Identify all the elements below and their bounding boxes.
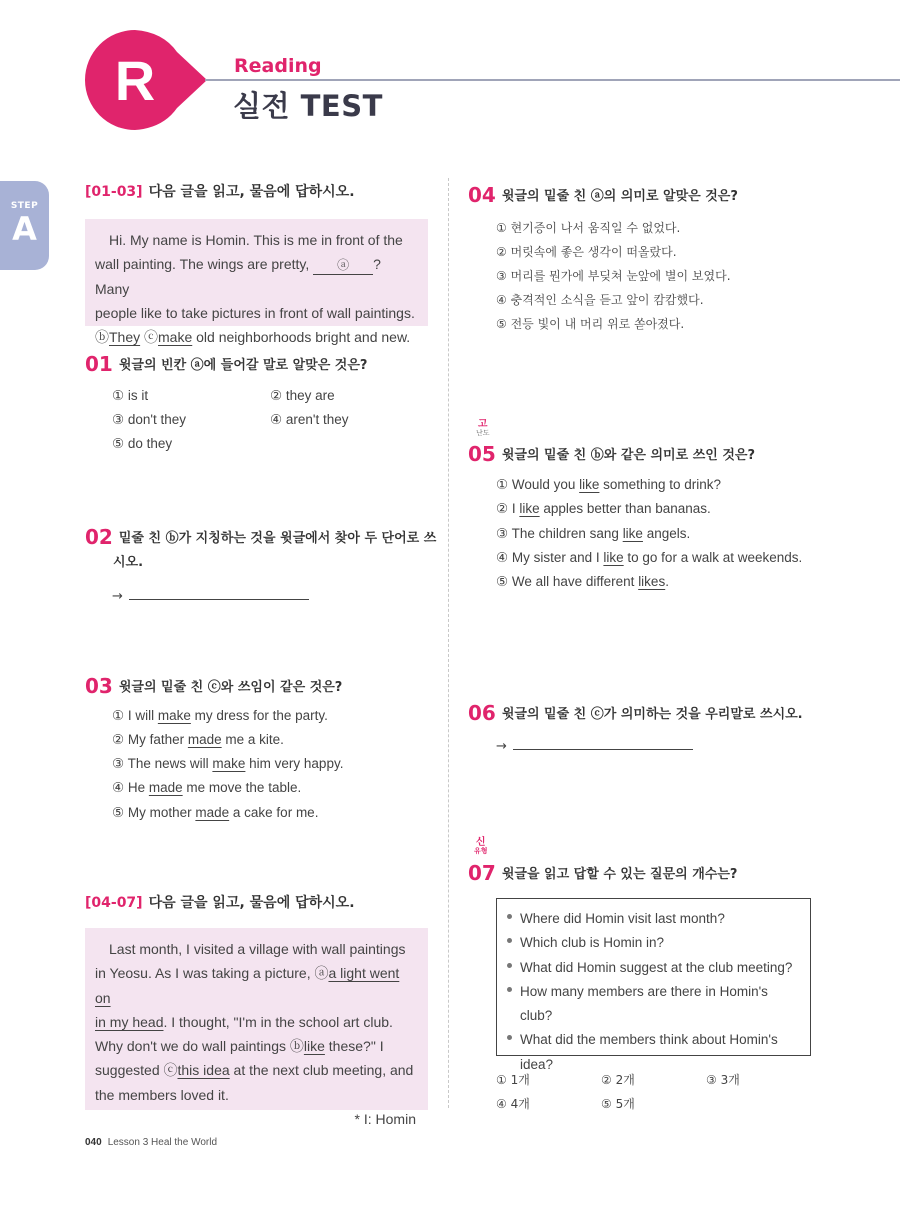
- underlined-word: like: [519, 501, 540, 516]
- passage-line: Hi. My name is Homin. This is me in front of the: [109, 232, 403, 248]
- q07-option-4[interactable]: ④ 4개: [496, 1097, 530, 1111]
- option-text: ③ The children sang: [496, 526, 623, 541]
- question-text: 밑줄 친 ⓑ가 지칭하는 것을 윗글에서 찾아 두 단어로 쓰: [118, 531, 437, 546]
- question-number: 04: [468, 183, 496, 207]
- option-text: to go for a walk at weekends.: [623, 550, 803, 565]
- passage-line: Why don't we do wall paintings: [95, 1038, 290, 1055]
- passage-line: at the next club meeting, and: [229, 1062, 414, 1079]
- page-title: 실전 TEST: [233, 89, 383, 123]
- question-text: 윗글의 밑줄 친 ⓒ와 쓰임이 같은 것은?: [118, 680, 343, 695]
- section-header-04-07: [85, 892, 355, 912]
- section-instruction: 다음 글을 읽고, 물음에 답하시오.: [148, 184, 355, 200]
- q05-option-3[interactable]: [496, 526, 690, 542]
- blank-a: ⓐ: [313, 258, 373, 275]
- underlined-word: made: [187, 732, 222, 747]
- marker-a: ⓐ: [314, 965, 329, 982]
- passage-line: Last month, I visited a village with wall paintings: [109, 941, 406, 957]
- underlined-word: like: [622, 526, 643, 541]
- underlined-make: make: [158, 329, 193, 346]
- question-01: [85, 352, 367, 376]
- underlined-phrase-a: a light went on: [95, 965, 400, 1006]
- passage-line: old neighborhoods bright and new.: [192, 329, 411, 346]
- question-05: [468, 442, 755, 466]
- passage-note: * I: Homin: [354, 1111, 416, 1128]
- underlined-this-idea: this idea: [177, 1062, 230, 1079]
- q03-option-3[interactable]: [112, 756, 343, 772]
- underlined-like: like: [303, 1038, 325, 1055]
- lesson-title: Lesson 3 Heal the World: [107, 1137, 218, 1148]
- tag-label: 유형: [474, 847, 488, 855]
- underlined-they: They: [109, 329, 141, 346]
- underlined-word: like: [603, 550, 624, 565]
- q05-option-4[interactable]: [496, 550, 802, 566]
- passage-1: [85, 219, 428, 346]
- list-item-cont: idea?: [520, 1056, 554, 1072]
- passage-2: [85, 928, 428, 1128]
- option-text: ⑤ My mother: [112, 805, 196, 820]
- arrow-icon: →: [112, 589, 123, 604]
- q07-option-1[interactable]: ① 1개: [496, 1073, 530, 1087]
- option-text: .: [665, 574, 669, 589]
- q03-option-2[interactable]: [112, 732, 284, 748]
- step-letter: A: [12, 210, 37, 248]
- section-subtitle: Reading: [234, 55, 322, 77]
- underlined-word: made: [148, 780, 183, 795]
- option-text: ① Would you: [496, 477, 580, 492]
- question-text: 윗글의 밑줄 친 ⓒ가 의미하는 것을 우리말로 쓰시오.: [501, 707, 803, 722]
- marker-c: ⓒ: [163, 1062, 178, 1079]
- list-item: How many members are there in Homin's club?: [507, 980, 802, 1029]
- tag-label: 난도: [476, 429, 490, 437]
- question-list-box: [496, 898, 811, 1072]
- q03-option-4[interactable]: [112, 780, 301, 796]
- section-instruction: 다음 글을 읽고, 물음에 답하시오.: [148, 895, 355, 911]
- column-divider: [448, 178, 449, 1108]
- question-text-cont: 시오.: [113, 555, 144, 570]
- passage-line: the members loved it.: [95, 1086, 229, 1103]
- passage-line: people like to take pictures in front of wall paintings.: [95, 304, 415, 321]
- q05-option-5[interactable]: [496, 574, 669, 590]
- step-tab: [0, 181, 49, 270]
- answer-line[interactable]: [129, 585, 309, 600]
- list-item: Which club is Homin in?: [507, 931, 802, 955]
- question-07: [468, 861, 737, 885]
- question-04: [468, 183, 738, 207]
- option-text: ③ The news will: [112, 756, 213, 771]
- question-02: [85, 525, 436, 549]
- q04-option-4[interactable]: ④ 충격적인 소식을 듣고 앞이 캄캄했다.: [496, 293, 704, 307]
- underlined-word: made: [195, 805, 230, 820]
- underlined-word: make: [212, 756, 246, 771]
- option-text: me move the table.: [182, 780, 302, 795]
- section-range: [04-07]: [85, 895, 143, 911]
- answer-field-02[interactable]: [112, 585, 309, 604]
- badge-letter: R: [114, 49, 156, 112]
- q07-option-3[interactable]: ③ 3개: [706, 1073, 740, 1087]
- page-footer: [85, 1137, 217, 1148]
- list-item: Where did Homin visit last month?: [507, 907, 802, 931]
- passage-line: ? Many: [95, 256, 381, 297]
- option-text: ② My father: [112, 732, 188, 747]
- question-03: [85, 674, 342, 698]
- q01-option-3[interactable]: ③ don't they: [112, 412, 186, 427]
- page-number: 040: [85, 1137, 102, 1148]
- option-text: ④ My sister and I: [496, 550, 604, 565]
- question-06: [468, 701, 803, 725]
- option-text: him very happy.: [245, 756, 344, 771]
- q03-option-5[interactable]: [112, 805, 318, 821]
- question-text: 윗글을 읽고 답할 수 있는 질문의 개수는?: [501, 867, 738, 882]
- q03-option-1[interactable]: [112, 708, 328, 724]
- passage-line: suggested: [95, 1062, 164, 1079]
- passage-line: . I thought, "I'm in the school art club.: [163, 1013, 393, 1030]
- section-header-01-03: [85, 181, 355, 201]
- option-text: ① I will: [112, 708, 158, 723]
- list-item: What did Homin suggest at the club meeting?: [507, 956, 802, 980]
- q01-option-5[interactable]: ⑤ do they: [112, 436, 173, 451]
- question-text: 윗글의 밑줄 친 ⓑ와 같은 의미로 쓰인 것은?: [501, 448, 755, 463]
- q07-option-5[interactable]: ⑤ 5개: [601, 1097, 635, 1111]
- list-item: What did the members think about Homin's: [507, 1028, 802, 1052]
- section-range: [01-03]: [85, 184, 143, 200]
- question-text: 윗글의 밑줄 친 ⓐ의 의미로 알맞은 것은?: [501, 189, 738, 204]
- option-text: apples better than bananas.: [539, 501, 711, 516]
- step-label: STEP: [10, 201, 39, 211]
- q05-option-1[interactable]: [496, 477, 721, 493]
- passage-line: in Yeosu. As I was taking a picture,: [95, 965, 315, 982]
- option-text: ④ He: [112, 780, 149, 795]
- underlined-word: likes: [638, 574, 666, 589]
- q01-option-2[interactable]: ② they are: [270, 388, 335, 403]
- underlined-word: make: [157, 708, 191, 723]
- q01-option-1[interactable]: ① is it: [112, 388, 149, 403]
- answer-line[interactable]: [513, 735, 693, 750]
- q05-option-2[interactable]: [496, 501, 711, 517]
- q04-option-1[interactable]: ① 현기증이 나서 움직일 수 없었다.: [496, 221, 681, 235]
- difficulty-tag-high: [476, 420, 490, 438]
- question-number: 03: [85, 674, 113, 698]
- marker-b: ⓑ: [95, 329, 109, 346]
- option-text: me a kite.: [221, 732, 284, 747]
- question-number: 02: [85, 525, 113, 549]
- answer-field-06[interactable]: [496, 735, 693, 754]
- option-text: ⑤ We all have different: [496, 574, 639, 589]
- q07-option-2[interactable]: ② 2개: [601, 1073, 635, 1087]
- marker-b: ⓑ: [289, 1038, 304, 1055]
- arrow-icon: →: [496, 739, 507, 754]
- marker-c: ⓒ: [144, 329, 159, 346]
- tag-char: 신: [475, 837, 486, 848]
- option-text: angels.: [642, 526, 691, 541]
- underlined-phrase-a2: in my head: [95, 1013, 164, 1030]
- option-text: something to drink?: [599, 477, 721, 492]
- underlined-word: like: [579, 477, 600, 492]
- tag-char: 고: [477, 419, 488, 430]
- option-text: my dress for the party.: [190, 708, 328, 723]
- question-number: 06: [468, 701, 496, 725]
- passage-line: wall painting. The wings are pretty,: [95, 256, 314, 273]
- question-number: 01: [85, 352, 113, 376]
- reading-badge-icon: [85, 30, 207, 130]
- question-text: 윗글의 빈칸 ⓐ에 들어갈 말로 알맞은 것은?: [118, 358, 368, 373]
- q04-option-2[interactable]: ② 머릿속에 좋은 생각이 떠올랐다.: [496, 245, 677, 259]
- option-text: a cake for me.: [229, 805, 319, 820]
- q04-option-5[interactable]: ⑤ 전등 빛이 내 머리 위로 쏟아졌다.: [496, 317, 685, 331]
- new-type-tag: [474, 838, 488, 856]
- q04-option-3[interactable]: ③ 머리를 뭔가에 부딪쳐 눈앞에 별이 보였다.: [496, 269, 731, 283]
- header-rule: [205, 79, 900, 81]
- option-text: ② I: [496, 501, 520, 516]
- question-number: 05: [468, 442, 496, 466]
- q01-option-4[interactable]: ④ aren't they: [270, 412, 349, 427]
- question-number: 07: [468, 861, 496, 885]
- passage-line: these?" I: [324, 1038, 384, 1055]
